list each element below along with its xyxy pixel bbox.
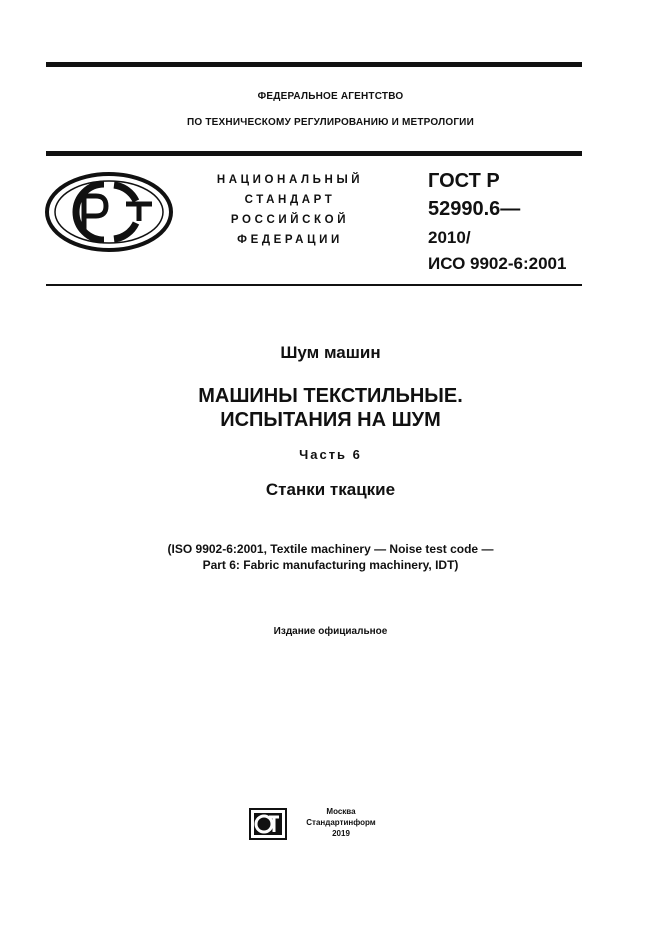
header-rule (46, 151, 582, 156)
main-title-line-2: ИСПЫТАНИЯ НА ШУМ (220, 409, 441, 431)
standard-code-line-3: 2010/ (428, 228, 471, 247)
publisher-year: 2019 (332, 829, 350, 838)
national-standard-line-4: ФЕДЕРАЦИИ (237, 234, 343, 246)
agency-line-1: ФЕДЕРАЛЬНОЕ АГЕНТСТВО (257, 91, 404, 102)
subject-title: Шум машин (280, 343, 381, 362)
standard-code-line-1: ГОСТ Р (428, 170, 500, 192)
subtitle: Станки ткацкие (265, 480, 396, 499)
agency-line-2: ПО ТЕХНИЧЕСКОМУ РЕГУЛИРОВАНИЮ И МЕТРОЛОГИИ (187, 117, 474, 128)
iso-reference-line-2: Part 6: Fabric manufacturing machinery, IDT) (202, 558, 459, 572)
national-standard-line-3: РОССИЙСКОЙ (230, 214, 350, 226)
national-standard-line-1: НАЦИОНАЛЬНЫЙ (216, 174, 364, 186)
standartinform-logo-icon (249, 808, 287, 840)
edition-label: Издание официальное (273, 626, 388, 637)
national-standard-line-2: СТАНДАРТ (244, 194, 336, 206)
publisher-name: Стандартинформ (306, 818, 376, 827)
code-rule (46, 284, 582, 286)
main-title-line-1: МАШИНЫ ТЕКСТИЛЬНЫЕ. (198, 385, 463, 407)
rst-logo-icon (44, 171, 174, 253)
standard-code-line-2: 52990.6— (428, 198, 521, 220)
standard-code-line-4: ИСО 9902-6:2001 (428, 254, 567, 273)
iso-reference-line-1: (ISO 9902-6:2001, Textile machinery — Noise test code — (167, 542, 494, 556)
publisher-city: Москва (326, 807, 356, 816)
part-label: Часть 6 (299, 447, 362, 462)
top-rule (46, 62, 582, 67)
